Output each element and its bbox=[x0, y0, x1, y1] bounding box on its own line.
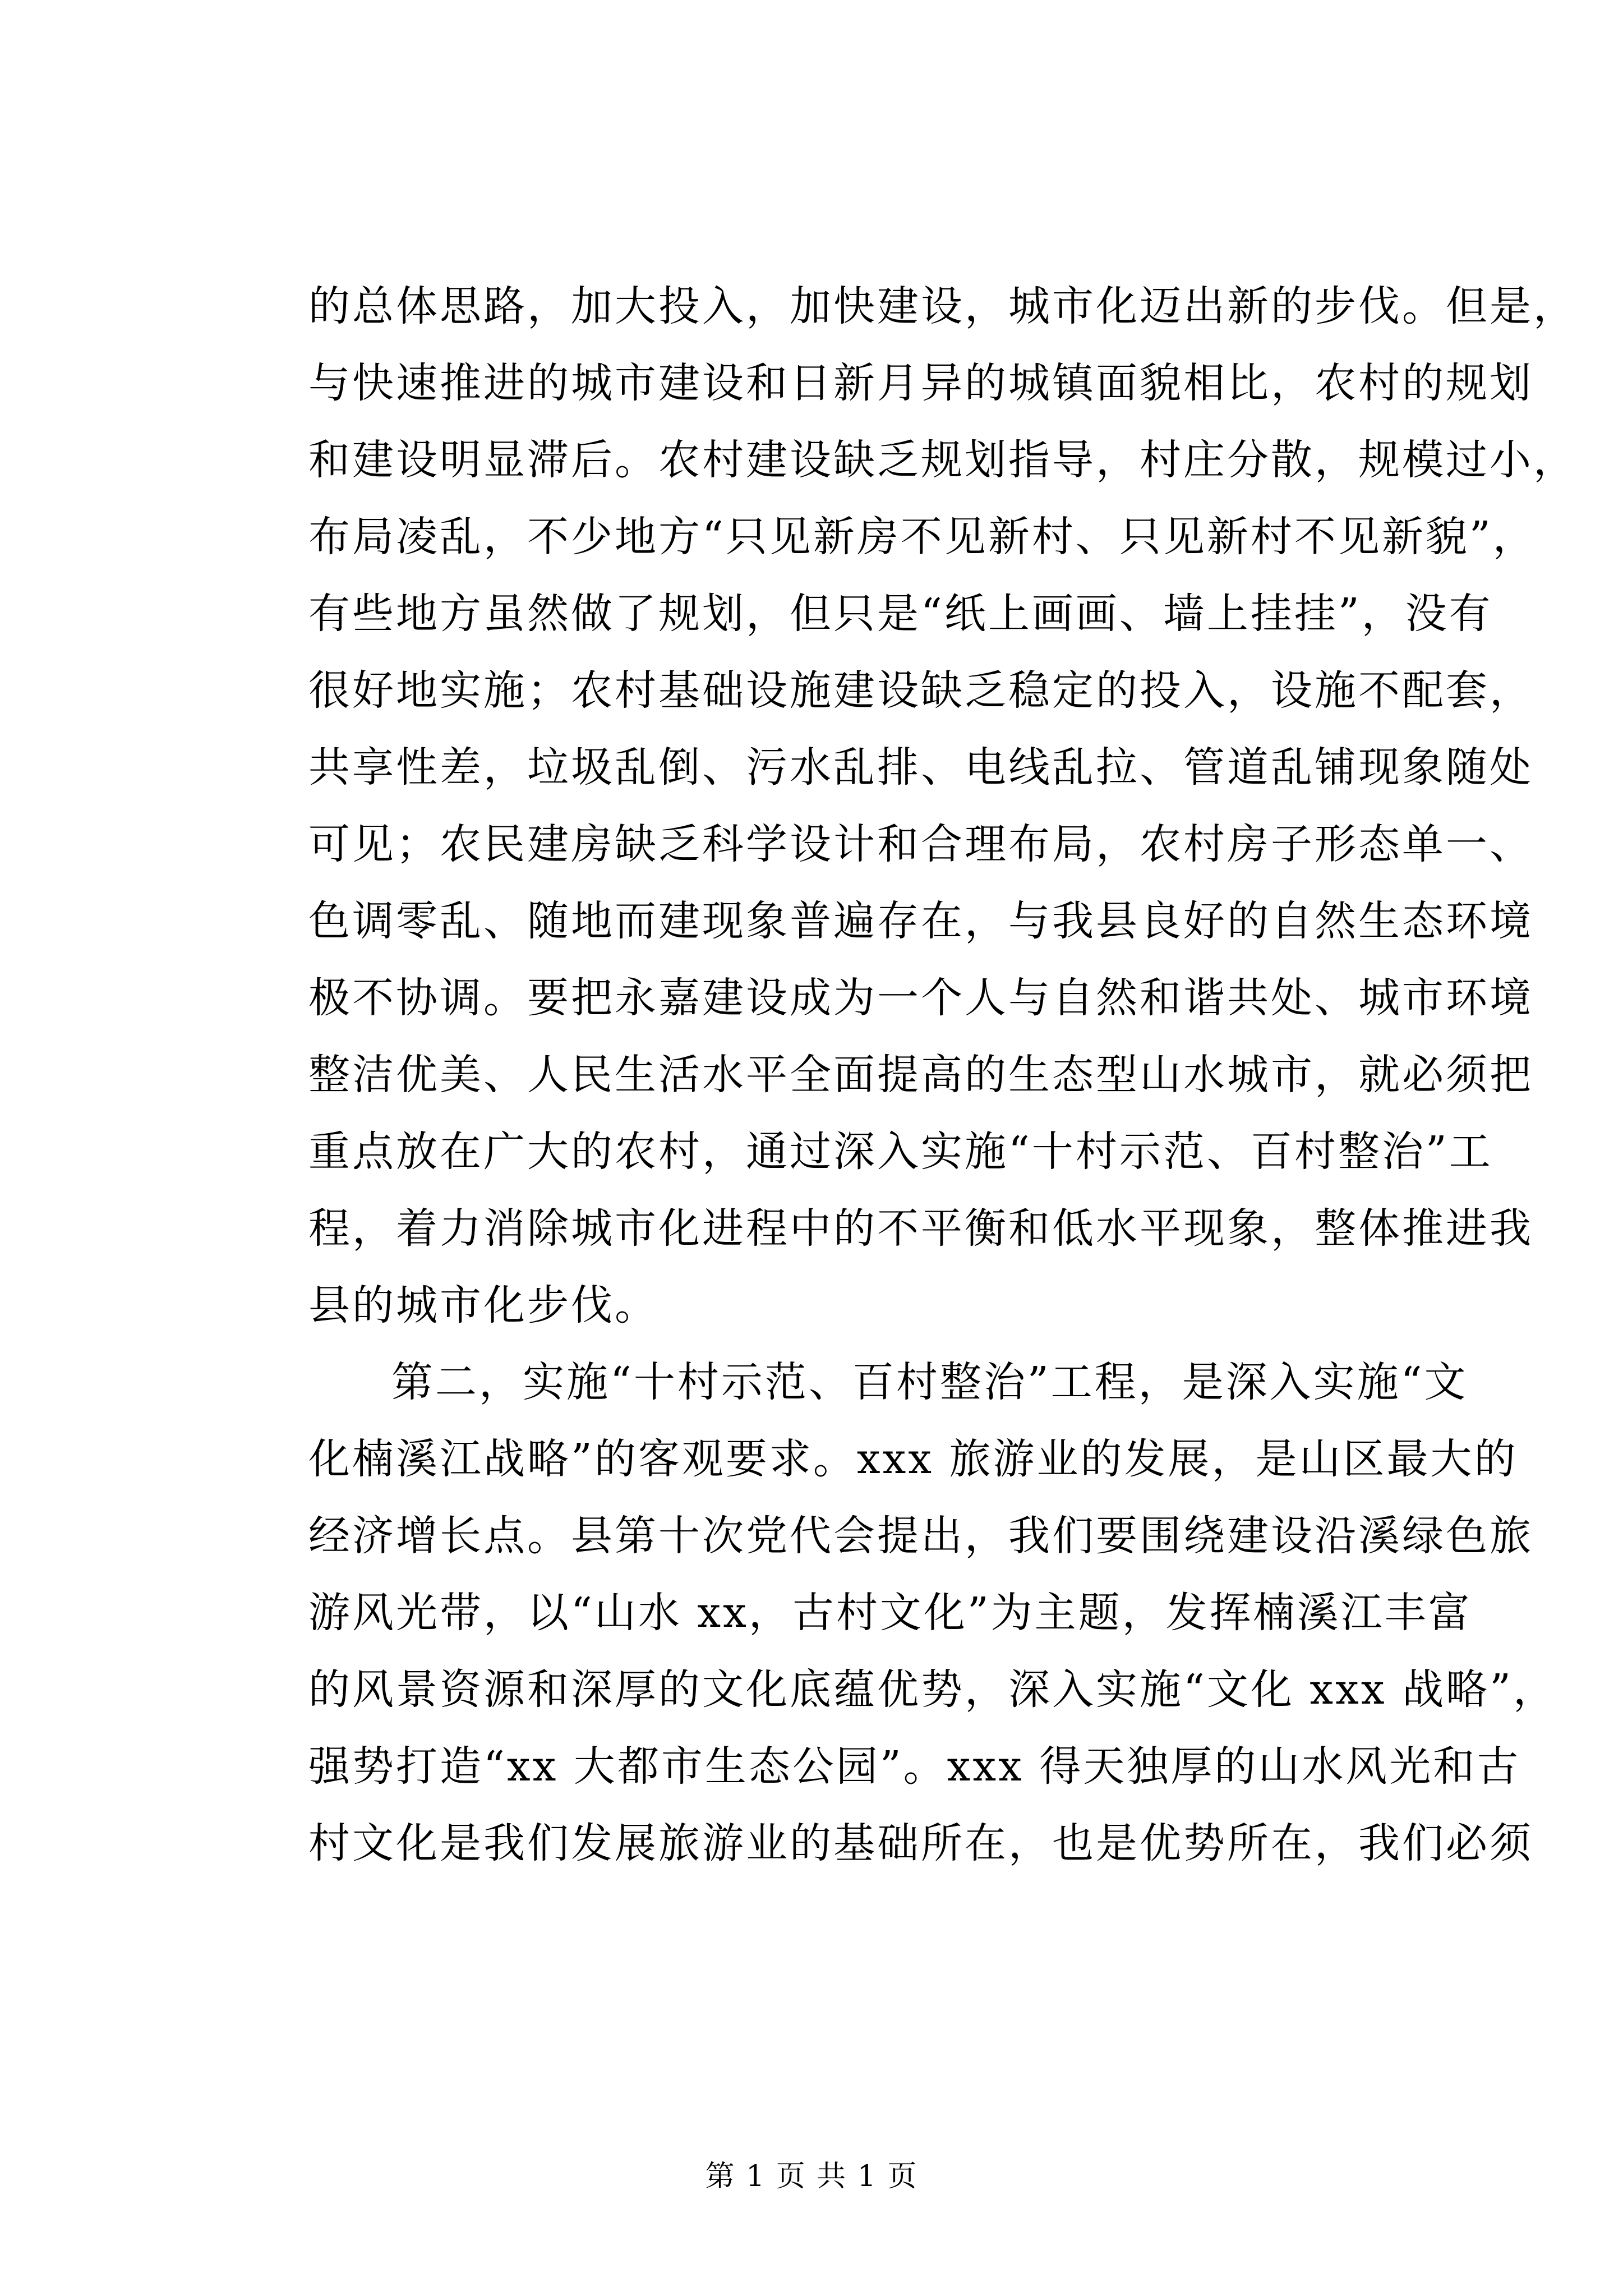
text-line: 和建设明显滞后。农村建设缺乏规划指导，村庄分散，规模过小， bbox=[308, 436, 1577, 484]
text-line: 程，着力消除城市化进程中的不平衡和低水平现象，整体推进我 bbox=[308, 1204, 1533, 1253]
page-number: 第 1 页 共 1 页 bbox=[705, 2160, 918, 2193]
text-line: 村文化是我们发展旅游业的基础所在，也是优势所在，我们必须 bbox=[308, 1819, 1533, 1867]
text-line: 共享性差，垃圾乱倒、污水乱排、电线乱拉、管道乱铺现象随处 bbox=[308, 743, 1533, 792]
page-footer bbox=[0, 2157, 1623, 2196]
text-line: 经济增长点。县第十次党代会提出，我们要围绕建设沿溪绿色旅 bbox=[308, 1512, 1533, 1560]
text-line: 很好地实施；农村基础设施建设缺乏稳定的投入，设施不配套， bbox=[308, 666, 1533, 715]
text-line: 县的城市化步伐。 bbox=[308, 1281, 658, 1329]
text-line: 强势打造“xx 大都市生态公园”。xxx 得天独厚的山水风光和古 bbox=[308, 1742, 1521, 1791]
text-line: 重点放在广大的农村，通过深入实施“十村示范、百村整治”工 bbox=[308, 1128, 1493, 1176]
text-line: 布局凌乱，不少地方“只见新房不见新村、只见新村不见新貌”， bbox=[308, 513, 1537, 561]
text-line: 化楠溪江战略”的客观要求。xxx 旅游业的发展，是山区最大的 bbox=[308, 1435, 1518, 1483]
text-line: 有些地方虽然做了规划，但只是“纸上画画、墙上挂挂”，没有 bbox=[308, 590, 1493, 638]
text-line: 的风景资源和深厚的文化底蕴优势，深入实施“文化 xxx 战略”， bbox=[308, 1665, 1557, 1714]
text-line: 游风光带，以“山水 xx，古村文化”为主题，发挥楠溪江丰富 bbox=[308, 1589, 1472, 1637]
text-line: 极不协调。要把永嘉建设成为一个人与自然和谐共处、城市环境 bbox=[308, 974, 1533, 1022]
text-line: 整洁优美、人民生活水平全面提高的生态型山水城市，就必须把 bbox=[308, 1051, 1533, 1099]
text-line: 的总体思路，加大投入，加快建设，城市化迈出新的步伐。但是， bbox=[308, 282, 1577, 330]
paragraph-start-line: 第二，实施“十村示范、百村整治”工程，是深入实施“文 bbox=[391, 1358, 1468, 1406]
text-line: 可见；农民建房缺乏科学设计和合理布局，农村房子形态单一、 bbox=[308, 820, 1533, 868]
text-line: 与快速推进的城市建设和日新月异的城镇面貌相比，农村的规划 bbox=[308, 359, 1533, 407]
body-text bbox=[308, 268, 1577, 1882]
text-line: 色调零乱、随地而建现象普遍存在，与我县良好的自然生态环境 bbox=[308, 897, 1533, 945]
